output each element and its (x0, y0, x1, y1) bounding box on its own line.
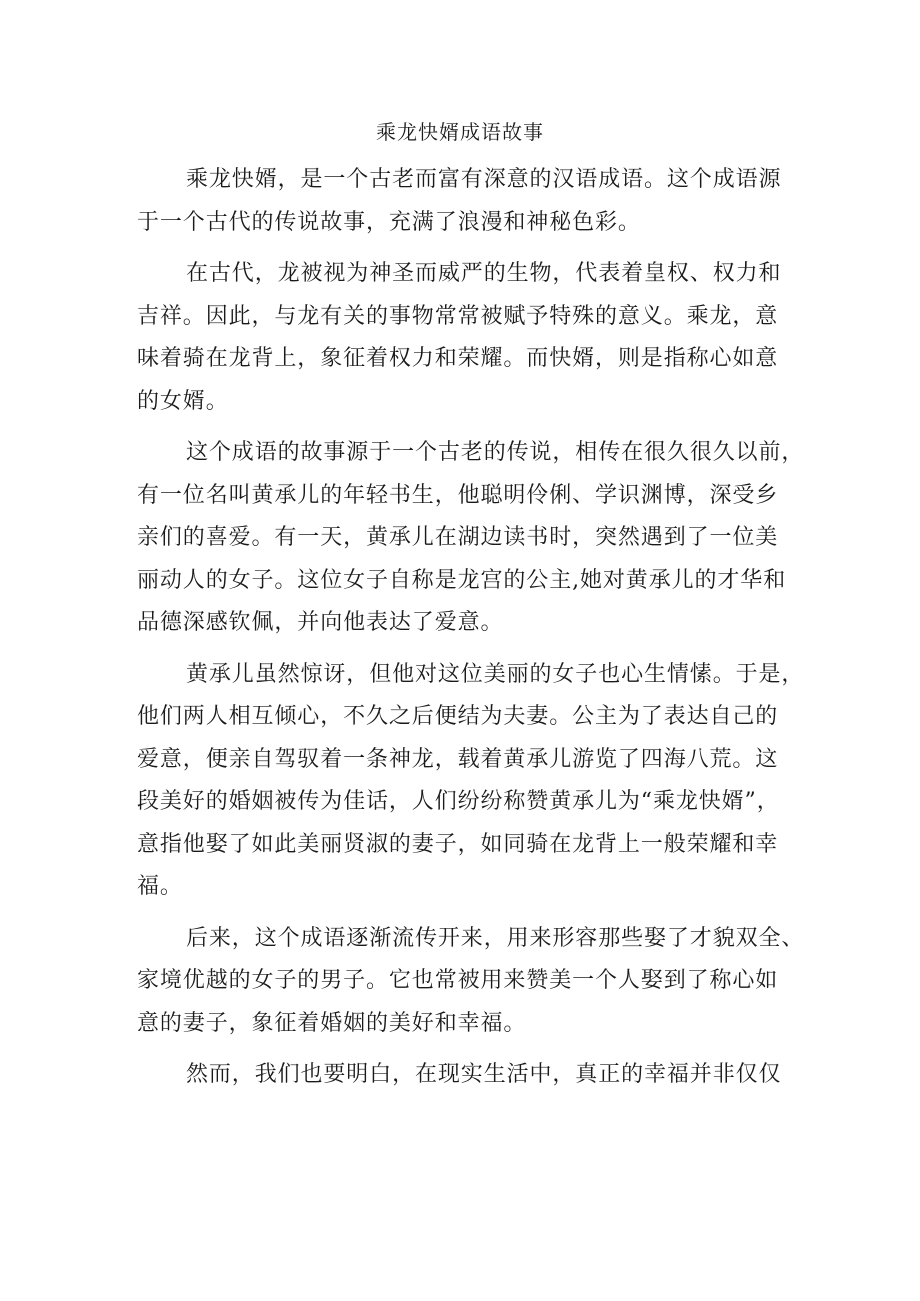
text-line: 的女婿。 (137, 388, 229, 414)
paragraph-4 (137, 654, 805, 909)
text-line: 段美好的婚姻被传为佳话，人们纷纷称赞黄承儿为“乘龙快婿”， (137, 789, 780, 814)
text-line: 亲们的喜爱。有一天，黄承儿在湖边读书时，突然遇到了一位美 (137, 525, 779, 550)
text-line: 意的妻子，象征着婚姻的美好和幸福。 (137, 1010, 527, 1036)
text-line: 爱意，便亲自驾驭着一条神龙，载着黄承儿游览了四海八荒。这 (137, 746, 779, 772)
paragraph-3 (137, 432, 805, 645)
document-body (137, 159, 805, 1097)
text-line: 于一个古代的传说故事，充满了浪漫和神秘色彩。 (137, 209, 641, 235)
paragraph-6 (137, 1054, 797, 1097)
paragraph-1 (137, 159, 797, 244)
text-line: 后来，这个成语逐渐流传开来，用来形容那些娶了才貌双全、 (186, 925, 805, 951)
text-line: 家境优越的女子的男子。它也常被用来赞美一个人娶到了称心如 (137, 968, 779, 993)
paragraph-5 (137, 918, 805, 1046)
text-line: 然而，我们也要明白，在现实生活中，真正的幸福并非仅仅 (186, 1062, 782, 1087)
text-line: 有一位名叫黄承儿的年轻书生，他聪明伶俐、学识渊博，深受乡 (137, 482, 779, 508)
document-title: 乘龙快婿成语故事 (376, 120, 544, 144)
text-line: 在古代，龙被视为神圣而威严的生物，代表着皇权、权力和 (186, 261, 782, 286)
text-line: 品德深感钦佩，并向他表达了爱意。 (137, 610, 504, 635)
text-line: 这个成语的故事源于一个古老的传说，相传在很久很久以前， (186, 440, 805, 465)
text-line: 福。 (137, 874, 183, 899)
text-line: 他们两人相互倾心，不久之后便结为夫妻。公主为了表达自己的 (137, 704, 779, 729)
text-line: 乘龙快婿，是一个古老而富有深意的汉语成语。这个成语源 (186, 167, 782, 192)
paragraph-2 (137, 253, 797, 423)
text-line: 意指他娶了如此美丽贤淑的妻子，如同骑在龙背上一般荣耀和幸 (137, 831, 779, 857)
text-line: 吉祥。因此，与龙有关的事物常常被赋予特殊的意义。乘龙，意 (137, 303, 779, 329)
text-line: 味着骑在龙背上，象征着权力和荣耀。而快婿，则是指称心如意 (137, 346, 779, 371)
text-line: 丽动人的女子。这位女子自称是龙宫的公主,她对黄承儿的才华和 (137, 567, 787, 593)
text-line: 黄承儿虽然惊讶，但他对这位美丽的女子也心生情愫。于是， (186, 661, 805, 687)
